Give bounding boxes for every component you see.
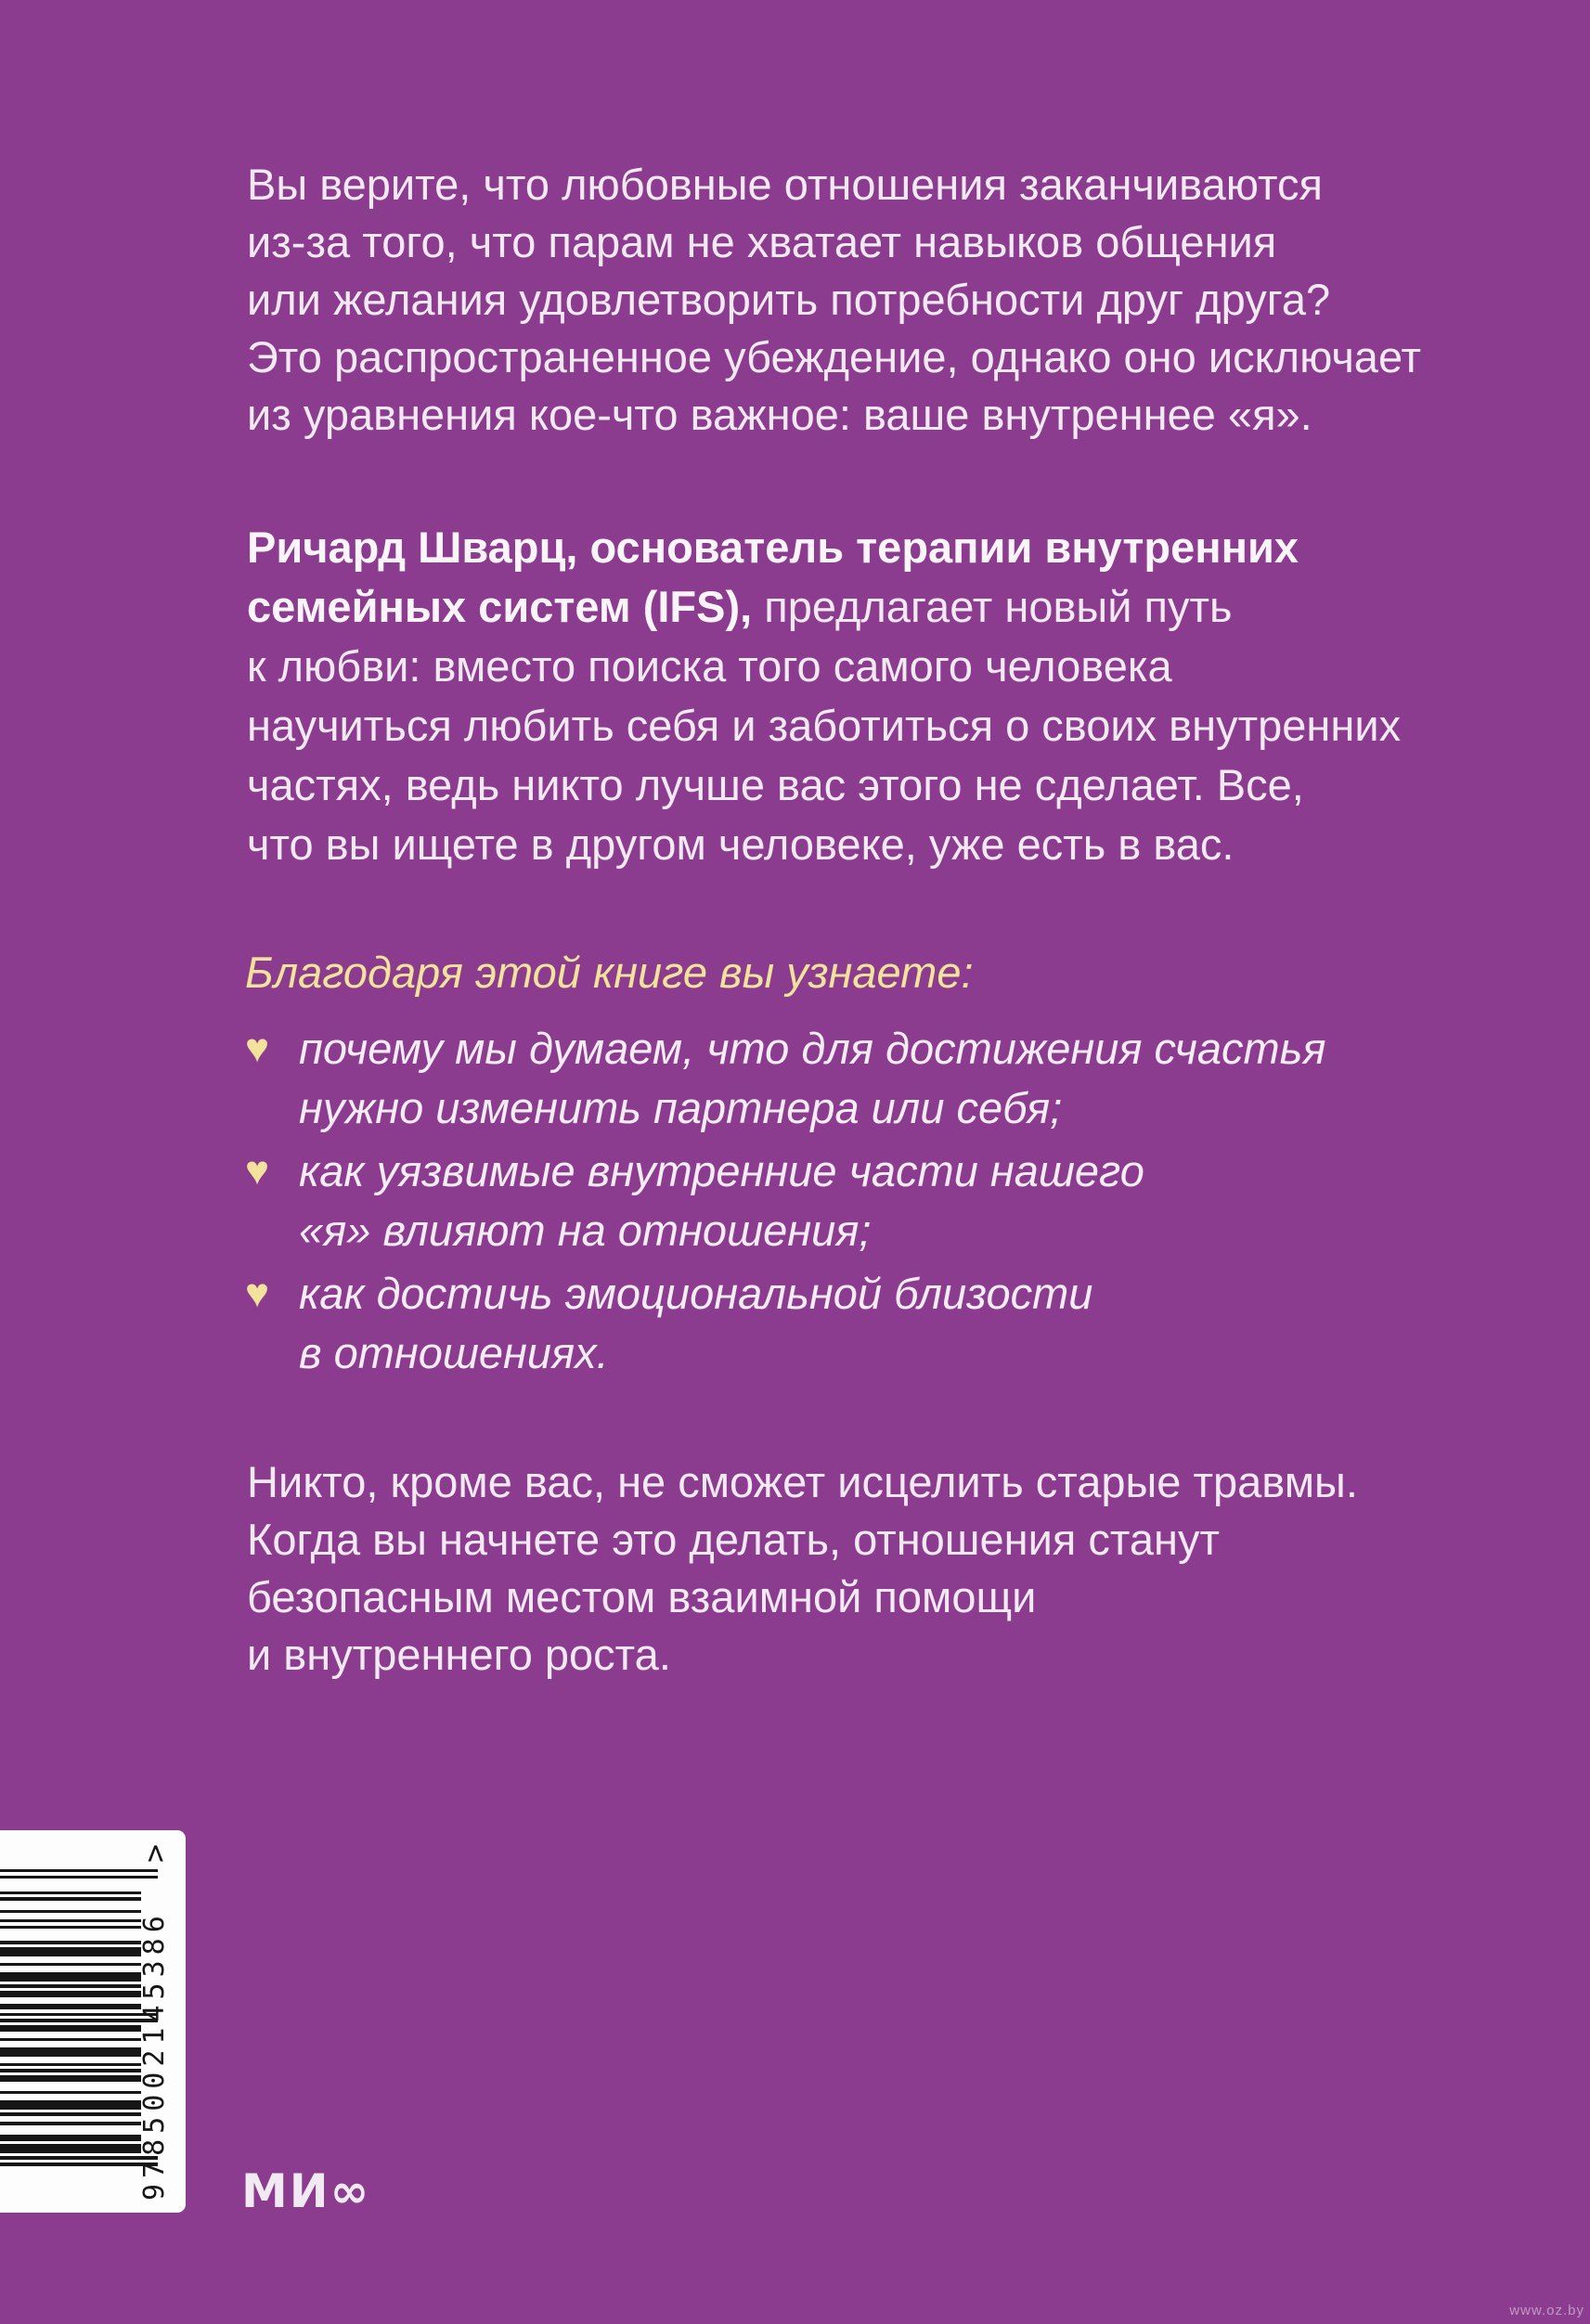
- paragraph-line: Никто, кроме вас, не сможет исцелить старые травмы.: [247, 1457, 1358, 1506]
- author-paragraph: [247, 518, 1401, 874]
- paragraph-line: частях, ведь никто лучше вас этого не сделает. Все,: [247, 760, 1304, 809]
- site-watermark: www.oz.by: [1509, 2303, 1584, 2318]
- heart-bullet-icon: ♥: [245, 1026, 270, 1071]
- closing-paragraph: [247, 1453, 1358, 1684]
- benefit-item: [247, 1264, 1325, 1383]
- publisher-logo: МИ∞: [241, 2164, 371, 2218]
- paragraph-line: к любви: вместо поиска того самого человека: [247, 641, 1172, 691]
- benefit-line: нужно изменить партнера или себя;: [299, 1083, 1063, 1132]
- benefit-item: [247, 1142, 1325, 1260]
- barcode-text: [136, 1844, 173, 2201]
- benefit-line: как уязвимые внутренние части нашего: [299, 1146, 1144, 1195]
- ifs-bold: семейных систем (IFS),: [247, 582, 753, 631]
- benefit-item: [247, 1019, 1325, 1138]
- paragraph-line: что вы ищете в другом человеке, уже есть в вас.: [247, 820, 1235, 869]
- paragraph-line: безопасным местом взаимной помощи: [247, 1572, 1037, 1621]
- paragraph-line: Когда вы начнете это делать, отношения станут: [247, 1515, 1220, 1564]
- barcode-bars-icon: [0, 1869, 158, 2166]
- paragraph-line: или желания удовлетворить потребности друг друга?: [247, 275, 1331, 324]
- benefit-line: «я» влияют на отношения;: [299, 1206, 872, 1255]
- paragraph-line: научиться любить себя и заботиться о своих внутренних: [247, 701, 1402, 750]
- barcode-range-symbol: >: [136, 1844, 173, 1863]
- opening-paragraph: [247, 156, 1421, 444]
- barcode-number: 9785002145386: [137, 1910, 171, 2201]
- benefit-line: почему мы думаем, что для достижения счастья: [299, 1024, 1326, 1073]
- benefit-line: как достичь эмоциональной близости: [299, 1269, 1093, 1318]
- benefits-heading: Благодаря этой книге вы узнаете:: [245, 948, 974, 997]
- paragraph-line: из уравнения кое-что важное: ваше внутреннее «я».: [247, 390, 1312, 439]
- paragraph-line: Это распространенное убеждение, однако оно исключает: [247, 332, 1422, 381]
- benefits-list: [247, 1019, 1325, 1387]
- paragraph-line: [247, 518, 1401, 577]
- paragraph-line: и внутреннего роста.: [247, 1630, 671, 1679]
- heart-bullet-icon: ♥: [245, 1271, 270, 1316]
- barcode: [0, 1830, 186, 2213]
- benefit-line: в отношениях.: [299, 1328, 609, 1377]
- paragraph-line: из-за того, что парам не хватает навыков общения: [247, 217, 1277, 266]
- paragraph-line-text: предлагает новый путь: [752, 582, 1233, 631]
- author-name-bold: Ричард Шварц, основатель терапии внутренних: [247, 523, 1299, 572]
- heart-bullet-icon: ♥: [245, 1148, 270, 1194]
- paragraph-line: Вы верите, что любовные отношения заканчиваются: [247, 160, 1323, 209]
- paragraph-line: [247, 577, 1401, 637]
